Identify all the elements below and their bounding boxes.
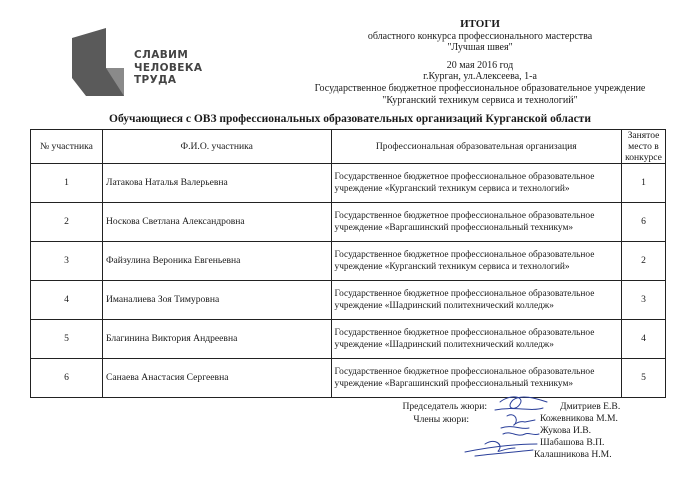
signatory-name: Калашникова Н.М. xyxy=(534,449,612,460)
organization-line: учреждение «Курганский техникум сервиса и технологий» xyxy=(334,184,570,194)
participant-organization xyxy=(331,203,621,242)
organization-line: Государственное бюджетное профессиональное образовательное xyxy=(334,367,595,377)
participant-number: 1 xyxy=(31,164,103,203)
table-row xyxy=(31,359,666,398)
column-header-name: Ф.И.О. участника xyxy=(102,130,331,164)
participant-name: Носкова Светлана Александровна xyxy=(102,203,331,242)
document-header xyxy=(300,19,660,106)
participant-place: 3 xyxy=(621,281,665,320)
logo-line: ТРУДА xyxy=(134,74,177,86)
contest-date: 20 мая 2016 год xyxy=(446,59,514,71)
participant-organization xyxy=(331,242,621,281)
chair-label: Председатель жюри: xyxy=(402,401,487,412)
participant-organization xyxy=(331,164,621,203)
participant-name: Латакова Наталья Валерьевна xyxy=(102,164,331,203)
contest-line: областного конкурса профессионального мастерства xyxy=(367,30,593,42)
participant-place: 1 xyxy=(621,164,665,203)
results-table xyxy=(30,129,666,398)
participant-number: 4 xyxy=(31,281,103,320)
table-header-row xyxy=(31,130,666,164)
signatory-name: Дмитриев Е.В. xyxy=(560,401,621,412)
participant-organization xyxy=(331,281,621,320)
organization-line: Государственное бюджетное профессиональное образовательное xyxy=(334,289,595,299)
logo-mark-icon xyxy=(66,28,130,98)
column-header-num: № участника xyxy=(31,130,103,164)
organization-line: Государственное бюджетное профессиональное образовательное xyxy=(334,328,595,338)
column-header-org: Профессиональная образовательная организация xyxy=(331,130,621,164)
participant-place: 2 xyxy=(621,242,665,281)
participant-place: 4 xyxy=(621,320,665,359)
organization-line: учреждение «Варгашинский профессиональный техникум» xyxy=(334,223,574,233)
contest-name: "Лучшая швея" xyxy=(447,42,513,54)
organization-line: учреждение «Варгашинский профессиональный техникум» xyxy=(334,379,574,389)
participant-organization xyxy=(331,359,621,398)
participant-place: 6 xyxy=(621,203,665,242)
participant-number: 3 xyxy=(31,242,103,281)
table-row xyxy=(31,281,666,320)
signatory-name: Жукова И.В. xyxy=(540,425,592,436)
organization-line: учреждение «Шадринский политехнический колледж» xyxy=(334,340,554,350)
document-title: ИТОГИ xyxy=(460,18,500,30)
participant-number: 5 xyxy=(31,320,103,359)
signature-scribbles-icon xyxy=(455,394,565,464)
participant-name: Иманалиева Зоя Тимуровна xyxy=(102,281,331,320)
host-org-name: "Курганский техникум сервиса и технологий" xyxy=(382,94,578,106)
organization-line: учреждение «Курганский техникум сервиса и технологий» xyxy=(334,262,570,272)
participant-name: Файзулина Вероника Евгеньевна xyxy=(102,242,331,281)
column-header-place: Занятое место в конкурсе xyxy=(621,130,665,164)
section-heading: Обучающиеся с ОВЗ профессиональных образовательных организаций Курганской области xyxy=(109,113,591,125)
participant-number: 2 xyxy=(31,203,103,242)
logo-line: СЛАВИМ xyxy=(134,49,189,61)
table-row xyxy=(31,164,666,203)
table-row xyxy=(31,320,666,359)
logo-text xyxy=(134,49,202,87)
organization-line: Государственное бюджетное профессиональное образовательное xyxy=(334,250,595,260)
organization-line: учреждение «Шадринский политехнический колледж» xyxy=(334,301,554,311)
contest-address: г.Курган, ул.Алексеева, 1-а xyxy=(423,71,537,83)
participant-organization xyxy=(331,320,621,359)
signatory-name: Шабашова В.П. xyxy=(540,437,605,448)
organization-line: Государственное бюджетное профессиональное образовательное xyxy=(334,172,595,182)
logo xyxy=(66,28,226,98)
table-row xyxy=(31,242,666,281)
members-label: Члены жюри: xyxy=(413,414,469,425)
host-org-line: Государственное бюджетное профессиональное образовательное учреждение xyxy=(314,82,646,94)
signatory-name: Кожевникова М.М. xyxy=(540,413,618,424)
participant-number: 6 xyxy=(31,359,103,398)
participant-place: 5 xyxy=(621,359,665,398)
participant-name: Благинина Виктория Андреевна xyxy=(102,320,331,359)
logo-line: ЧЕЛОВЕКА xyxy=(134,61,203,74)
organization-line: Государственное бюджетное профессиональное образовательное xyxy=(334,211,595,221)
participant-name: Санаева Анастасия Сергеевна xyxy=(102,359,331,398)
table-row xyxy=(31,203,666,242)
